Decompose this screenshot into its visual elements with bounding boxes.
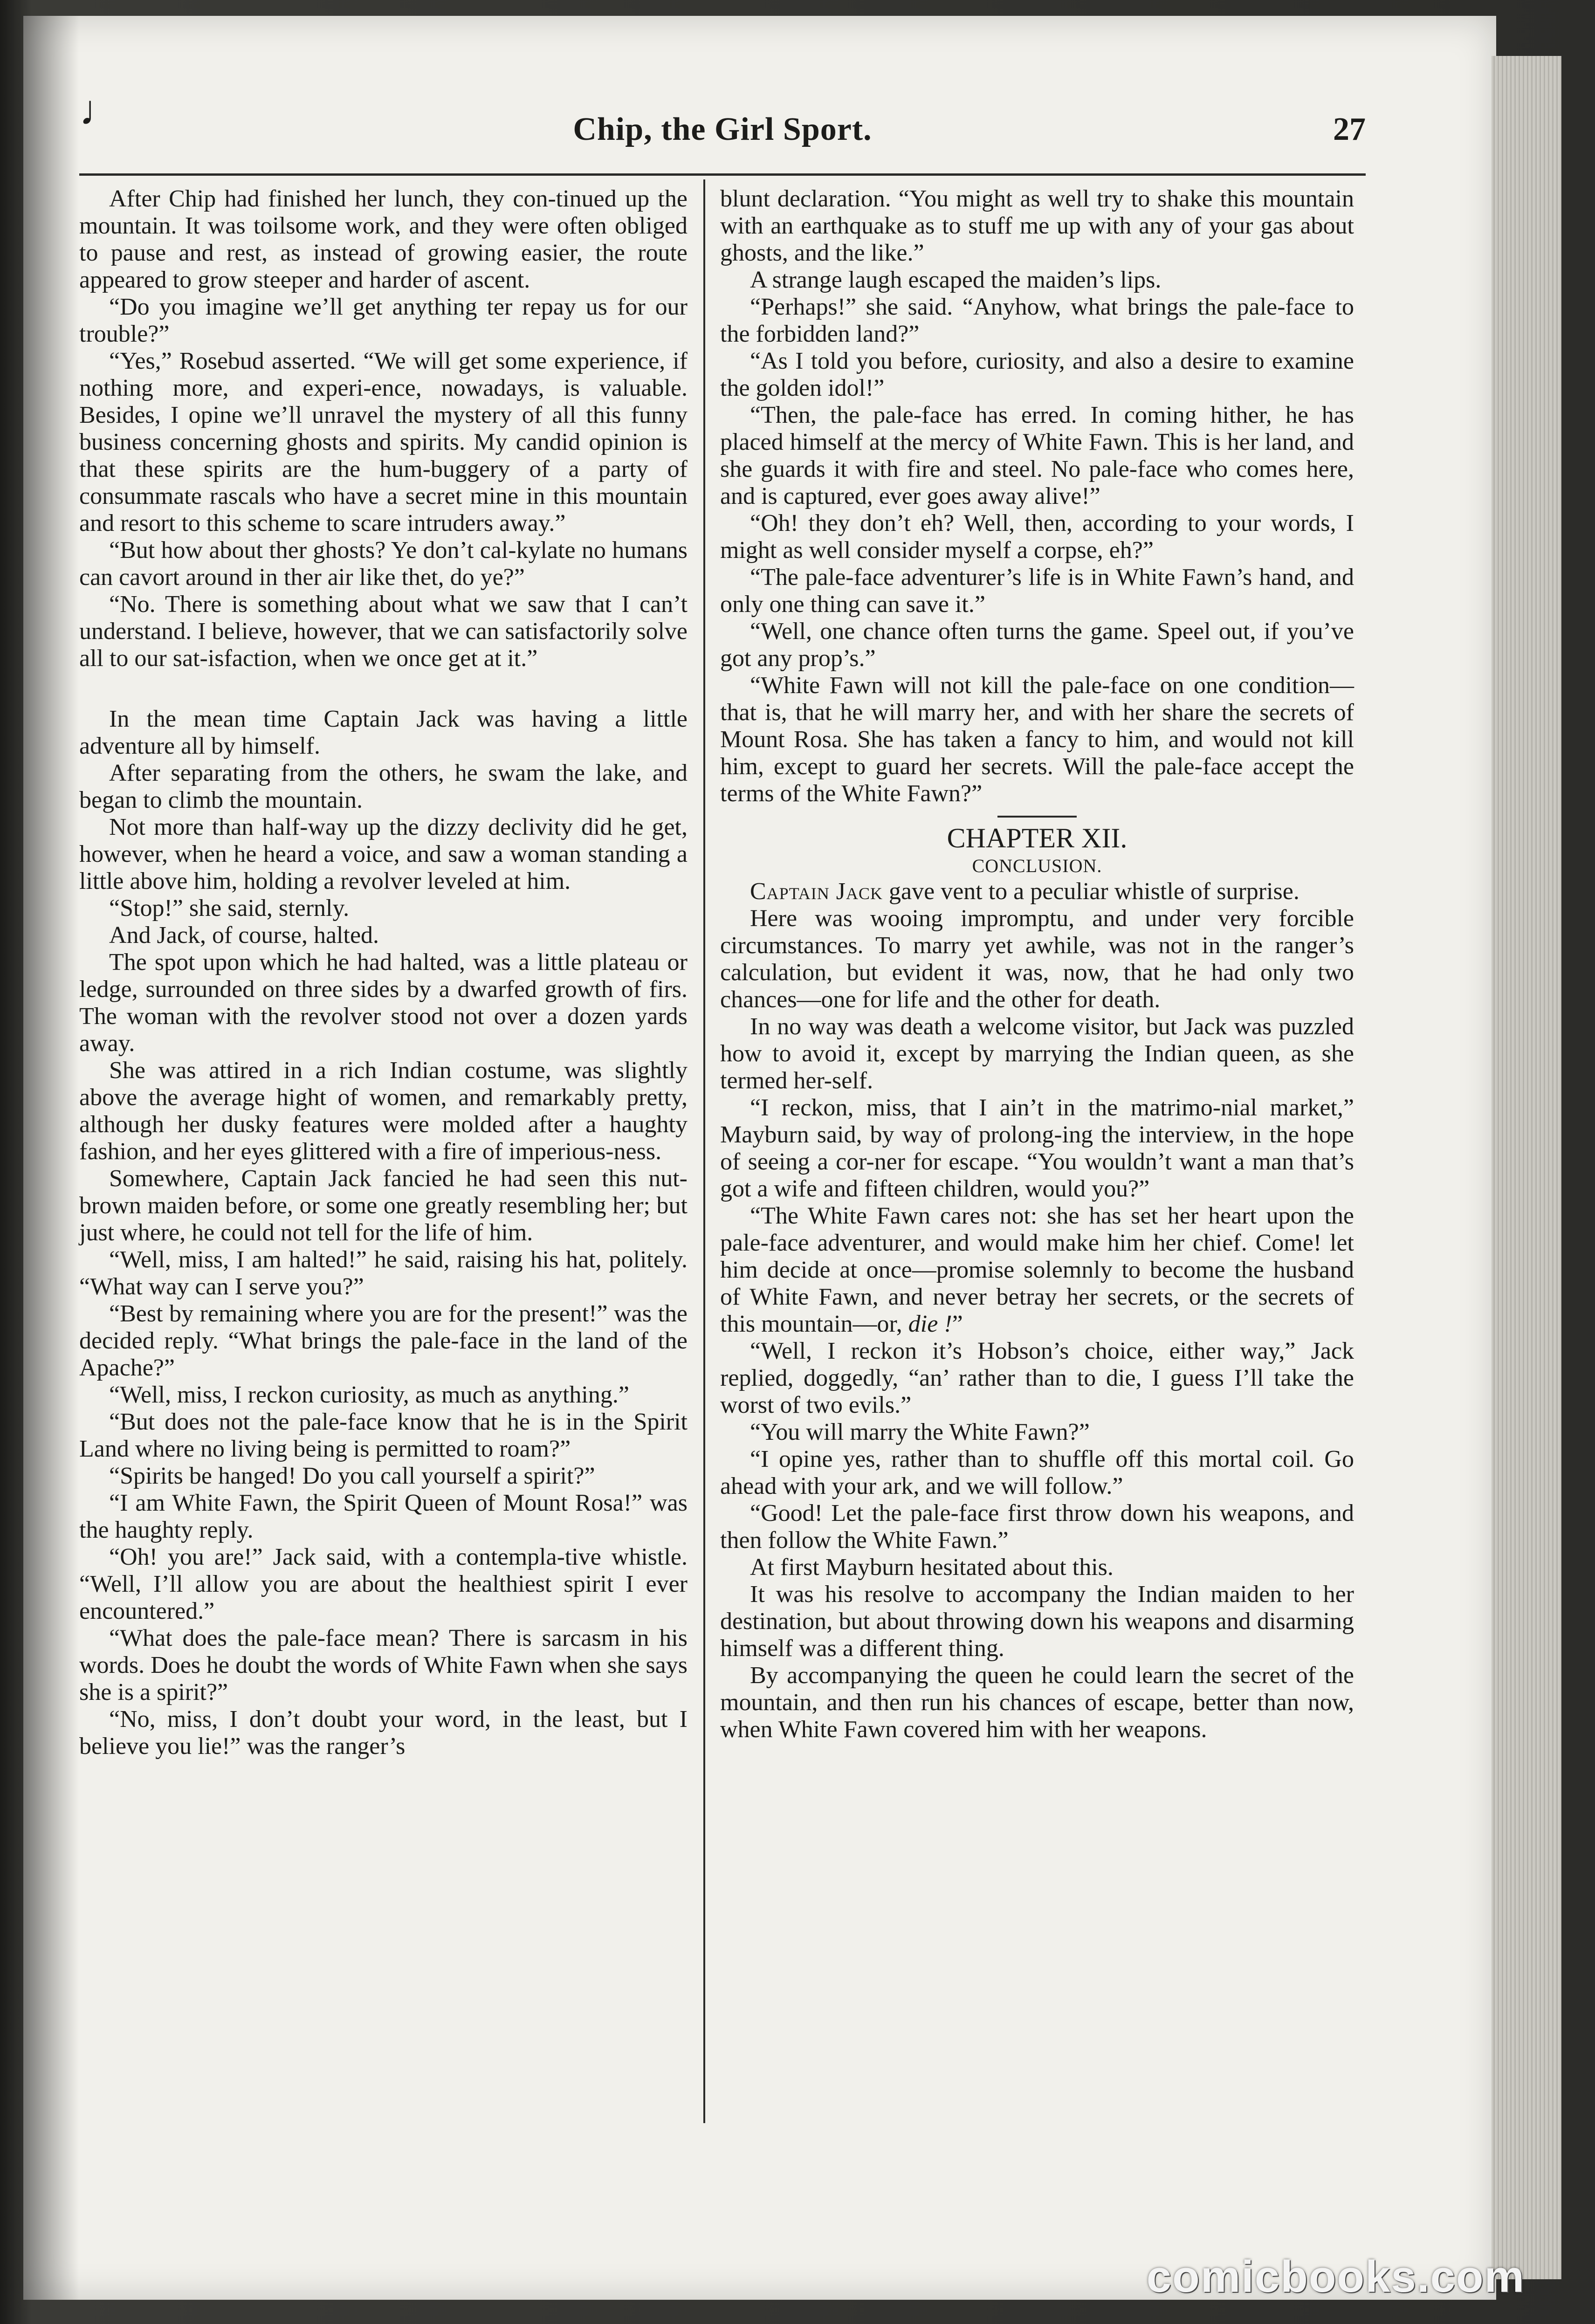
paragraph: Somewhere, Captain Jack fancied he had seen this nut-brown maiden before, or some one greatly resembling her; but just where, he could not tell for the life of him. (79, 1165, 688, 1246)
paragraph: A strange laugh escaped the maiden’s lips. (750, 267, 1162, 293)
paragraph: “Well, one chance often turns the game. Speel out, if you’ve got any prop’s.” (720, 618, 1354, 672)
paragraph: In no way was death a welcome visitor, but Jack was puzzled how to avoid it, except by marrying the Indian queen, as she termed her-self. (720, 1013, 1354, 1094)
page-header (79, 88, 1366, 162)
paragraph: “Best by remaining where you are for the present!” was the decided reply. “What brings the pale-face in the land of the Apache?” (79, 1300, 688, 1381)
paragraph: “No, miss, I don’t doubt your word, in the least, but I believe you lie!” was the ranger’s (79, 1706, 688, 1760)
chapter-subheading: CONCLUSION. (972, 855, 1102, 876)
opening-smallcaps: Captain Jack (750, 878, 883, 905)
header-rule (79, 173, 1366, 176)
paragraph: “Well, miss, I am halted!” he said, raising his hat, politely. “What way can I serve you?” (79, 1246, 688, 1300)
italic-word: die ! (908, 1311, 952, 1337)
paragraph: Not more than half-way up the dizzy declivity did he get, however, when he heard a voice, and saw a woman standing a little above him, holding a revolver leveled at him. (79, 814, 688, 894)
paragraph: At first Mayburn hesitated about this. (750, 1554, 1114, 1581)
header-mark: ♩ (79, 88, 121, 134)
page-edges (1492, 56, 1561, 2279)
chapter-heading: CHAPTER XII. (947, 823, 1128, 853)
paragraph (720, 1203, 1354, 1338)
right-column (720, 186, 1354, 1743)
paragraph: “I reckon, miss, that I ain’t in the matrimo-nial market,” Mayburn said, by way of prolong-ing the interview, in the hope of seeing a cor-ner for escape. “You wouldn’t want a man that’s got a wife and fifteen children, would you?” (720, 1094, 1354, 1202)
paragraph: “Then, the pale-face has erred. In coming hither, he has placed himself at the mercy of White Fawn. This is her land, and she guards it with fire and steel. No pale-face who comes here, and is captured, ever goes away alive!” (720, 402, 1354, 509)
paragraph: “Well, miss, I reckon curiosity, as much as anything.” (109, 1382, 629, 1408)
paragraph: “The pale-face adventurer’s life is in White Fawn’s hand, and only one thing can save it.” (720, 564, 1354, 618)
paragraph-text: “The White Fawn cares not: she has set her heart upon the pale-face adventurer, and would make him her chief. Come! let him decide at once—promise solemnly to become the husband of White Fawn, and never betray her secrets, or the secrets of this mountain—or, (720, 1203, 1354, 1337)
paragraph: In the mean time Captain Jack was having a little adventure all by himself. (79, 706, 688, 759)
paragraph: “As I told you before, curiosity, and also a desire to examine the golden idol!” (720, 348, 1354, 401)
binding-shadow (23, 16, 79, 2300)
paragraph: “Oh! you are!” Jack said, with a contempla-tive whistle. “Well, I’ll allow you are about the healthiest spirit I ever encountered.” (79, 1544, 688, 1624)
paragraph: “I am White Fawn, the Spirit Queen of Mount Rosa!” was the haughty reply. (79, 1490, 688, 1543)
paragraph: She was attired in a rich Indian costume, was slightly above the average hight of women, and remarkably pretty, although her dusky features were molded after a haughty fashion, and her eyes glittered with a fire of imperious-ness. (79, 1057, 688, 1165)
paragraph: “What does the pale-face mean? There is sarcasm in his words. Does he doubt the words of White Fawn when she says she is a spirit?” (79, 1625, 688, 1705)
paragraph: And Jack, of course, halted. (109, 922, 379, 949)
paragraph: “Stop!” she said, sternly. (109, 895, 350, 921)
paragraph: “Do you imagine we’ll get anything ter repay us for our trouble?” (79, 294, 688, 347)
paragraph: blunt declaration. “You might as well try to shake this mountain with an earthquake as to stuff me up with any of your gas about ghosts, and the like.” (720, 186, 1354, 266)
paragraph: “Good! Let the pale-face first throw down his weapons, and then follow the White Fawn.” (720, 1500, 1354, 1554)
paragraph: The spot upon which he had halted, was a little plateau or ledge, surrounded on three sides by a dwarfed growth of firs. The woman with the revolver stood not over a dozen yards away. (79, 949, 688, 1057)
paragraph: “I opine yes, rather than to shuffle off this mortal coil. Go ahead with your ark, and we will follow.” (720, 1446, 1354, 1499)
paragraph: “Perhaps!” she said. “Anyhow, what brings the pale-face to the forbidden land?” (720, 294, 1354, 347)
column-divider (703, 179, 705, 2123)
paragraph: “You will marry the White Fawn?” (750, 1419, 1090, 1445)
left-column (79, 186, 688, 1760)
chapter-opening-paragraph (720, 878, 1354, 905)
paragraph: After Chip had finished her lunch, they con-tinued up the mountain. It was toilsome work, and they were often obliged to pause and rest, as instead of growing easier, the route appeared to grow steeper and harder of ascent. (79, 186, 688, 293)
paragraph: Here was wooing impromptu, and under very forcible circumstances. To marry yet awhile, was not in the ranger’s calculation, but evident it was, now, that he had only two chances—one for life and the other for death. (720, 905, 1354, 1013)
opening-text: gave vent to a peculiar whistle of surprise. (883, 878, 1299, 905)
watermark-logo: comicbooks.com (1146, 2252, 1525, 2302)
paragraph: “Spirits be hanged! Do you call yourself a spirit?” (109, 1463, 595, 1489)
paragraph: After separating from the others, he swam the lake, and began to climb the mountain. (79, 760, 688, 813)
paragraph: By accompanying the queen he could learn the secret of the mountain, and then run his chances of escape, better than now, when White Fawn covered him with her weapons. (720, 1662, 1354, 1743)
chapter-rule (997, 816, 1077, 818)
paragraph: It was his resolve to accompany the Indian maiden to her destination, but about throwing down his weapons and disarming himself was a different thing. (720, 1581, 1354, 1662)
running-title: Chip, the Girl Sport. (573, 111, 872, 147)
page-number: 27 (1333, 111, 1366, 147)
paragraph: “Oh! they don’t eh? Well, then, according to your words, I might as well consider myself a corpse, eh?” (720, 510, 1354, 564)
paragraph: “But does not the pale-face know that he is in the Spirit Land where no living being is permitted to roam?” (79, 1409, 688, 1462)
paragraph: “White Fawn will not kill the pale-face on one condition—that is, that he will marry her, and with her share the secrets of Mount Rosa. She has taken a fancy to him, and would not kill him, except to guard her secrets. Will the pale-face accept the terms of the White Fawn?” (720, 672, 1354, 807)
paragraph: “But how about ther ghosts? Ye don’t cal-kylate no humans can cavort around in ther air like thet, do ye?” (79, 537, 688, 591)
paragraph-text: ” (952, 1311, 963, 1337)
paragraph: “Well, I reckon it’s Hobson’s choice, either way,” Jack replied, doggedly, “an’ rather than to die, I guess I’ll take the worst of two evils.” (720, 1338, 1354, 1418)
paragraph: “Yes,” Rosebud asserted. “We will get some experience, if nothing more, and experi-ence, nowadays, is valuable. Besides, I opine we’ll unravel the mystery of all this funny business concerning ghosts and spirits. My candid opinion is that these spirits are the hum-buggery of a party of consummate rascals who have a secret mine in this mountain and resort to this scheme to scare intruders away.” (79, 348, 688, 536)
paragraph: “No. There is something about what we saw that I can’t understand. I believe, however, that we can satisfactorily solve all to our sat-isfaction, when we once get at it.” (79, 591, 688, 672)
